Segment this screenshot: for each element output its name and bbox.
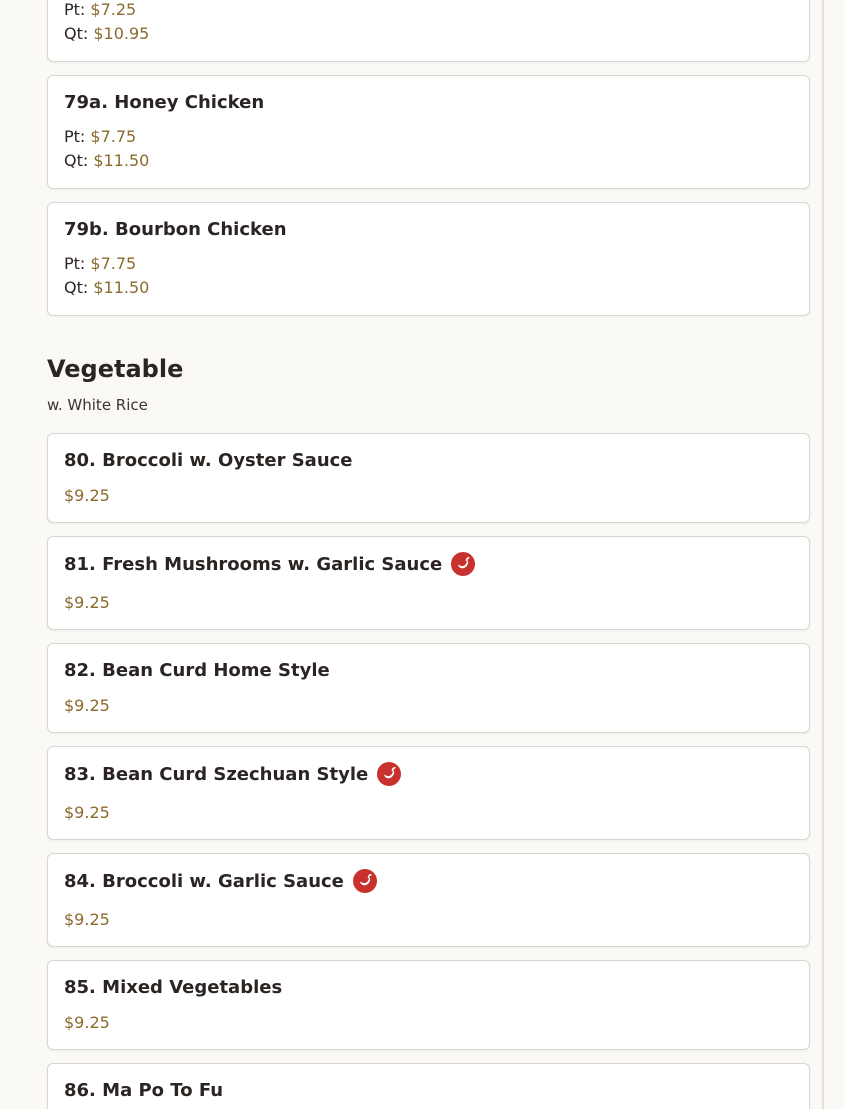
price-line xyxy=(64,910,110,929)
menu-item-title: 82. Bean Curd Home Style xyxy=(64,660,330,681)
price-label: Pt: xyxy=(64,127,86,146)
price-value: $9.25 xyxy=(64,696,110,715)
price-line-quart xyxy=(64,151,149,170)
price-label: Qt: xyxy=(64,24,89,43)
menu-item-title: 83. Bean Curd Szechuan Style xyxy=(64,763,369,785)
price-label: Qt: xyxy=(64,278,89,297)
scrollbar-track[interactable] xyxy=(822,0,824,1109)
menu-item-card-84[interactable] xyxy=(47,853,810,947)
menu-item-card-79a[interactable] xyxy=(47,75,810,189)
price-line xyxy=(64,696,110,715)
chili-pepper-icon xyxy=(353,869,377,893)
menu-item-card-86[interactable] xyxy=(47,1063,810,1109)
price-value: $9.25 xyxy=(64,593,110,612)
menu-item-name: 79a. Honey Chicken xyxy=(64,92,265,113)
menu-item-card-78[interactable] xyxy=(47,0,810,62)
price-value: $10.95 xyxy=(93,24,150,43)
menu-item-name xyxy=(64,1080,223,1101)
price-value: $9.25 xyxy=(64,1013,110,1032)
price-line xyxy=(64,1013,110,1032)
menu-item-name xyxy=(64,977,282,998)
price-label: Pt: xyxy=(64,254,86,273)
section-subtitle: w. White Rice xyxy=(47,396,148,414)
menu-item-card-83[interactable] xyxy=(47,746,810,840)
menu-item-title: 85. Mixed Vegetables xyxy=(64,977,283,998)
price-value: $11.50 xyxy=(93,278,150,297)
chili-pepper-icon xyxy=(377,762,401,786)
chili-pepper-icon xyxy=(451,552,475,576)
price-value: $7.75 xyxy=(90,127,137,146)
price-line-pint xyxy=(64,254,136,273)
menu-item-card-85[interactable] xyxy=(47,960,810,1050)
menu-item-title: 80. Broccoli w. Oyster Sauce xyxy=(64,450,353,471)
price-value: $7.25 xyxy=(90,0,137,19)
menu-item-name xyxy=(64,660,330,681)
menu-item-name: 79b. Bourbon Chicken xyxy=(64,219,287,240)
price-value: $9.25 xyxy=(64,803,110,822)
menu-item-name xyxy=(64,450,353,471)
menu-item-name xyxy=(64,762,401,786)
menu-item-name xyxy=(64,552,475,576)
price-value: $9.25 xyxy=(64,486,110,505)
menu-item-name xyxy=(64,869,377,893)
price-line-quart xyxy=(64,278,149,297)
price-value: $9.25 xyxy=(64,910,110,929)
price-line-quart xyxy=(64,24,149,43)
menu-item-title: 84. Broccoli w. Garlic Sauce xyxy=(64,870,344,892)
section-title: Vegetable xyxy=(47,355,184,383)
menu-item-card-82[interactable] xyxy=(47,643,810,733)
menu-item-card-79b[interactable] xyxy=(47,202,810,316)
price-value: $11.50 xyxy=(93,151,150,170)
price-line xyxy=(64,593,110,612)
price-line xyxy=(64,803,110,822)
menu-item-card-81[interactable] xyxy=(47,536,810,630)
menu-item-card-80[interactable] xyxy=(47,433,810,523)
price-value: $7.75 xyxy=(90,254,137,273)
price-label: Pt: xyxy=(64,0,86,19)
price-label: Qt: xyxy=(64,151,89,170)
price-line xyxy=(64,486,110,505)
price-line-pint xyxy=(64,0,136,19)
menu-item-title: 81. Fresh Mushrooms w. Garlic Sauce xyxy=(64,553,443,575)
price-line-pint xyxy=(64,127,136,146)
menu-item-title: 86. Ma Po To Fu xyxy=(64,1080,224,1101)
